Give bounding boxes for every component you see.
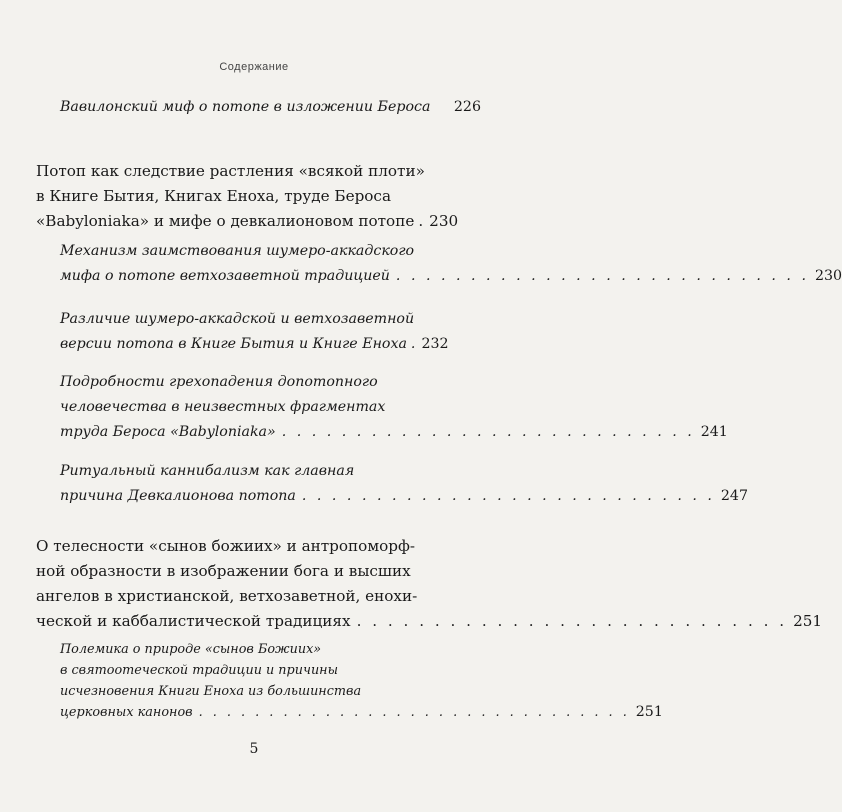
toc-line: [36, 534, 481, 559]
running-head: Содержание: [219, 61, 289, 73]
toc-page-number: 232: [421, 336, 449, 352]
toc-entry-versions-difference: [60, 307, 481, 357]
toc-line: [60, 459, 481, 484]
toc-entry-fall-details: [60, 370, 728, 445]
toc-line: [60, 484, 748, 509]
toc-entry-flood-corruption: [36, 159, 481, 234]
dot-leader: .: [418, 212, 427, 230]
toc-entry-polemic: [60, 639, 663, 723]
toc-entry-title: в святоотеческой традиции и причины: [60, 663, 339, 678]
toc-entry-title: Механизм заимствования шумеро-аккадского: [60, 243, 415, 259]
toc-line: [36, 584, 481, 609]
toc-line: [60, 264, 842, 289]
toc-line: [36, 184, 481, 209]
toc-entry-title: человечества в неизвестных фрагментах: [60, 399, 386, 415]
toc-line: [36, 209, 481, 234]
toc-line: [36, 159, 481, 184]
toc-line: [60, 660, 481, 681]
toc-entry-title: мифа о потопе ветхозаветной традицией: [60, 268, 390, 284]
toc-line: [60, 332, 481, 357]
toc-line: [60, 307, 481, 332]
toc-page-number: 251: [635, 704, 663, 720]
toc-line: [60, 639, 481, 660]
dot-leader: .: [410, 336, 419, 352]
toc-entry-title: ангелов в христианской, ветхозаветной, енохи-: [36, 587, 418, 605]
toc-page-number: 230: [429, 212, 459, 230]
toc-entry-corporeality: [36, 534, 823, 634]
toc-entry-borrowing-mechanism: [60, 239, 842, 289]
toc-entry-title: труда Бероса «Babyloniaka»: [60, 424, 276, 440]
toc-line: [60, 395, 481, 420]
dot-leader: . . . . . . . . . . . . . . . . . . . . . . . . . . . .: [356, 612, 788, 630]
toc-entry-title: причина Девкалионова потопа: [60, 488, 296, 504]
toc-page-number: 230: [814, 268, 842, 284]
toc-page-number: 241: [700, 424, 728, 440]
toc-entry-cannibalism: [60, 459, 748, 509]
dot-leader: . . . . . . . . . . . . . . . . . . . . . . . . . . . .: [395, 268, 809, 284]
page-number: 5: [249, 741, 259, 757]
toc-entry-title: церковных канонов: [60, 705, 193, 720]
toc-entry-title: Вавилонский миф о потопе в изложении Бероса: [60, 99, 431, 115]
toc-entry-title: Потоп как следствие растления «всякой плоти»: [36, 162, 425, 180]
toc-entry-title: Различие шумеро-аккадской и ветхозаветной: [60, 311, 415, 327]
toc-entry-title: Полемика о природе «сынов Божиих»: [60, 642, 322, 657]
toc-line: [60, 370, 481, 395]
toc-entry-title: версии потопа в Книге Бытия и Книге Еноха: [60, 336, 407, 352]
toc-entry-title: ческой и каббалистической традициях: [36, 612, 351, 630]
toc-page-number: 226: [453, 99, 481, 115]
toc-entry-title: в Книге Бытия, Книгах Еноха, труде Бероса: [36, 187, 391, 205]
toc-entry-title: Ритуальный каннибализм как главная: [60, 463, 355, 479]
toc-entry-title: «Babyloniaka» и мифе о девкалионовом потопе: [36, 212, 415, 230]
dot-leader: . . . . . . . . . . . . . . . . . . . . . . . . . . . .: [281, 424, 695, 440]
toc-line: [60, 420, 728, 445]
toc-entry-title: О телесности «сынов божиих» и антропоморф-: [36, 537, 416, 555]
toc-entry-title: исчезновения Книги Еноха из большинства: [60, 684, 362, 699]
toc-line: [60, 239, 481, 264]
toc-entry-title: Подробности грехопадения допотопного: [60, 374, 378, 390]
toc-line: [60, 95, 481, 120]
toc-entry-title: ной образности в изображении бога и высших: [36, 562, 411, 580]
toc-line: [36, 559, 481, 584]
dot-leader: . . . . . . . . . . . . . . . . . . . . . . . . . . . . . . .: [198, 705, 630, 720]
toc-line: [60, 702, 663, 723]
toc-page-number: 247: [720, 488, 748, 504]
toc-page-number: 251: [793, 612, 823, 630]
toc-entry-babylonian-flood-myth: [60, 95, 481, 120]
toc-line: [36, 609, 823, 634]
toc-line: [60, 681, 481, 702]
dot-leader: . . . . . . . . . . . . . . . . . . . . . . . . . . . .: [301, 488, 715, 504]
